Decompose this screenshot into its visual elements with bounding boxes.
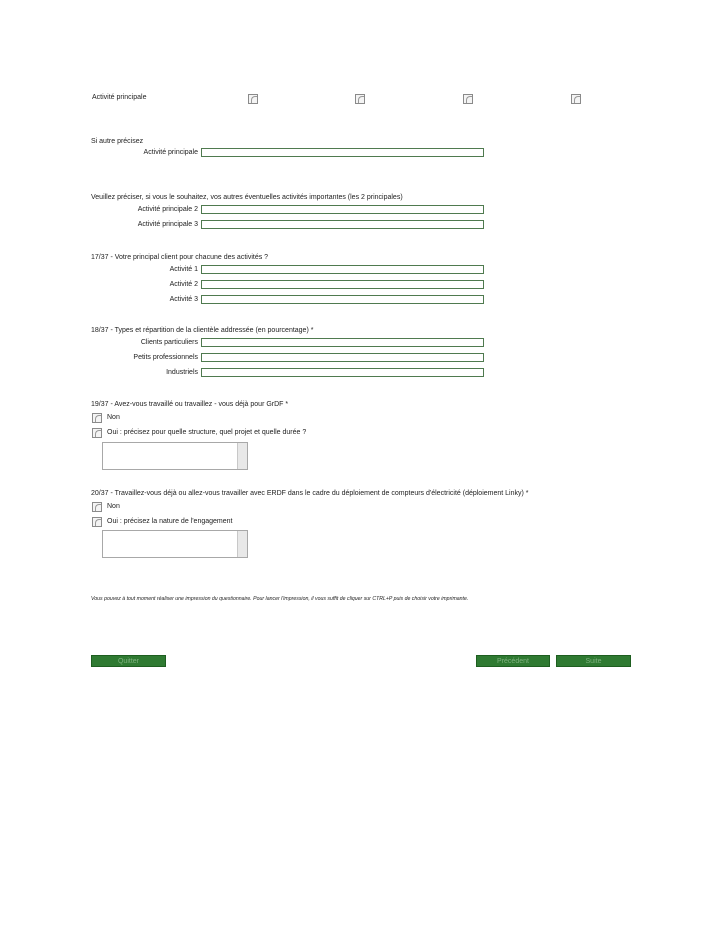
q19-option-non: Non — [107, 414, 120, 421]
q17-title: 17/37 - Votre principal client pour chacune des activités ? — [91, 254, 269, 261]
q19-radio-non[interactable] — [92, 413, 102, 423]
secondary-title: Veuillez préciser, si vous le souhaitez, vos autres éventuelles activités importantes (les 2 principales) — [91, 194, 403, 201]
q17-activity-3-input[interactable] — [201, 295, 484, 304]
activity-radio-1[interactable] — [248, 94, 258, 104]
other-title: Si autre précisez — [91, 138, 144, 145]
secondary-activity-2-input[interactable] — [201, 205, 484, 214]
q17-activity-1-input[interactable] — [201, 265, 484, 274]
q18-label-2: Petits professionnels — [133, 354, 198, 361]
activity-radio-2[interactable] — [355, 94, 365, 104]
secondary-activity-3-input[interactable] — [201, 220, 484, 229]
q17-activity-2-input[interactable] — [201, 280, 484, 289]
activity-main-label: Activité principale — [92, 94, 147, 101]
q20-option-oui: Oui : précisez la nature de l'engagement — [107, 518, 233, 525]
print-note: Vous pouvez à tout moment réaliser une impression du questionnaire. Pour lancer l'impression, il vous suffit de cliquer sur CTRL+P puis de choisir votre imprimante. — [91, 596, 469, 602]
q19-details-textarea[interactable] — [102, 442, 248, 470]
secondary-label-3: Activité principale 3 — [137, 221, 198, 228]
q19-option-oui: Oui : précisez pour quelle structure, quel projet et quelle durée ? — [107, 429, 307, 436]
quit-button[interactable]: Quitter — [91, 655, 166, 667]
other-field-label: Activité principale — [143, 149, 198, 156]
q20-option-non: Non — [107, 503, 120, 510]
q20-title: 20/37 - Travaillez-vous déjà ou allez-vous travailler avec ERDF dans le cadre du déploiement de compteurs d'électricité (déploiement Linky) * — [91, 490, 529, 497]
q20-radio-non[interactable] — [92, 502, 102, 512]
q17-label-3: Activité 3 — [169, 296, 198, 303]
q18-particuliers-input[interactable] — [201, 338, 484, 347]
secondary-label-2: Activité principale 2 — [137, 206, 198, 213]
q19-textarea-scrollbar[interactable] — [237, 443, 247, 469]
q18-label-3: Industriels — [166, 369, 198, 376]
q19-title: 19/37 - Avez-vous travaillé ou travaillez - vous déjà pour GrDF * — [91, 401, 289, 408]
q20-textarea-scrollbar[interactable] — [237, 531, 247, 557]
q18-label-1: Clients particuliers — [140, 339, 198, 346]
previous-button[interactable]: Précédent — [476, 655, 550, 667]
other-activity-input[interactable] — [201, 148, 484, 157]
q18-industriels-input[interactable] — [201, 368, 484, 377]
q17-label-1: Activité 1 — [169, 266, 198, 273]
next-button[interactable]: Suite — [556, 655, 631, 667]
q18-title: 18/37 - Types et répartition de la clientèle addressée (en pourcentage) * — [91, 327, 314, 334]
activity-radio-4[interactable] — [571, 94, 581, 104]
q20-details-textarea[interactable] — [102, 530, 248, 558]
q19-radio-oui[interactable] — [92, 428, 102, 438]
q20-radio-oui[interactable] — [92, 517, 102, 527]
q18-petits-pro-input[interactable] — [201, 353, 484, 362]
activity-radio-3[interactable] — [463, 94, 473, 104]
q17-label-2: Activité 2 — [169, 281, 198, 288]
